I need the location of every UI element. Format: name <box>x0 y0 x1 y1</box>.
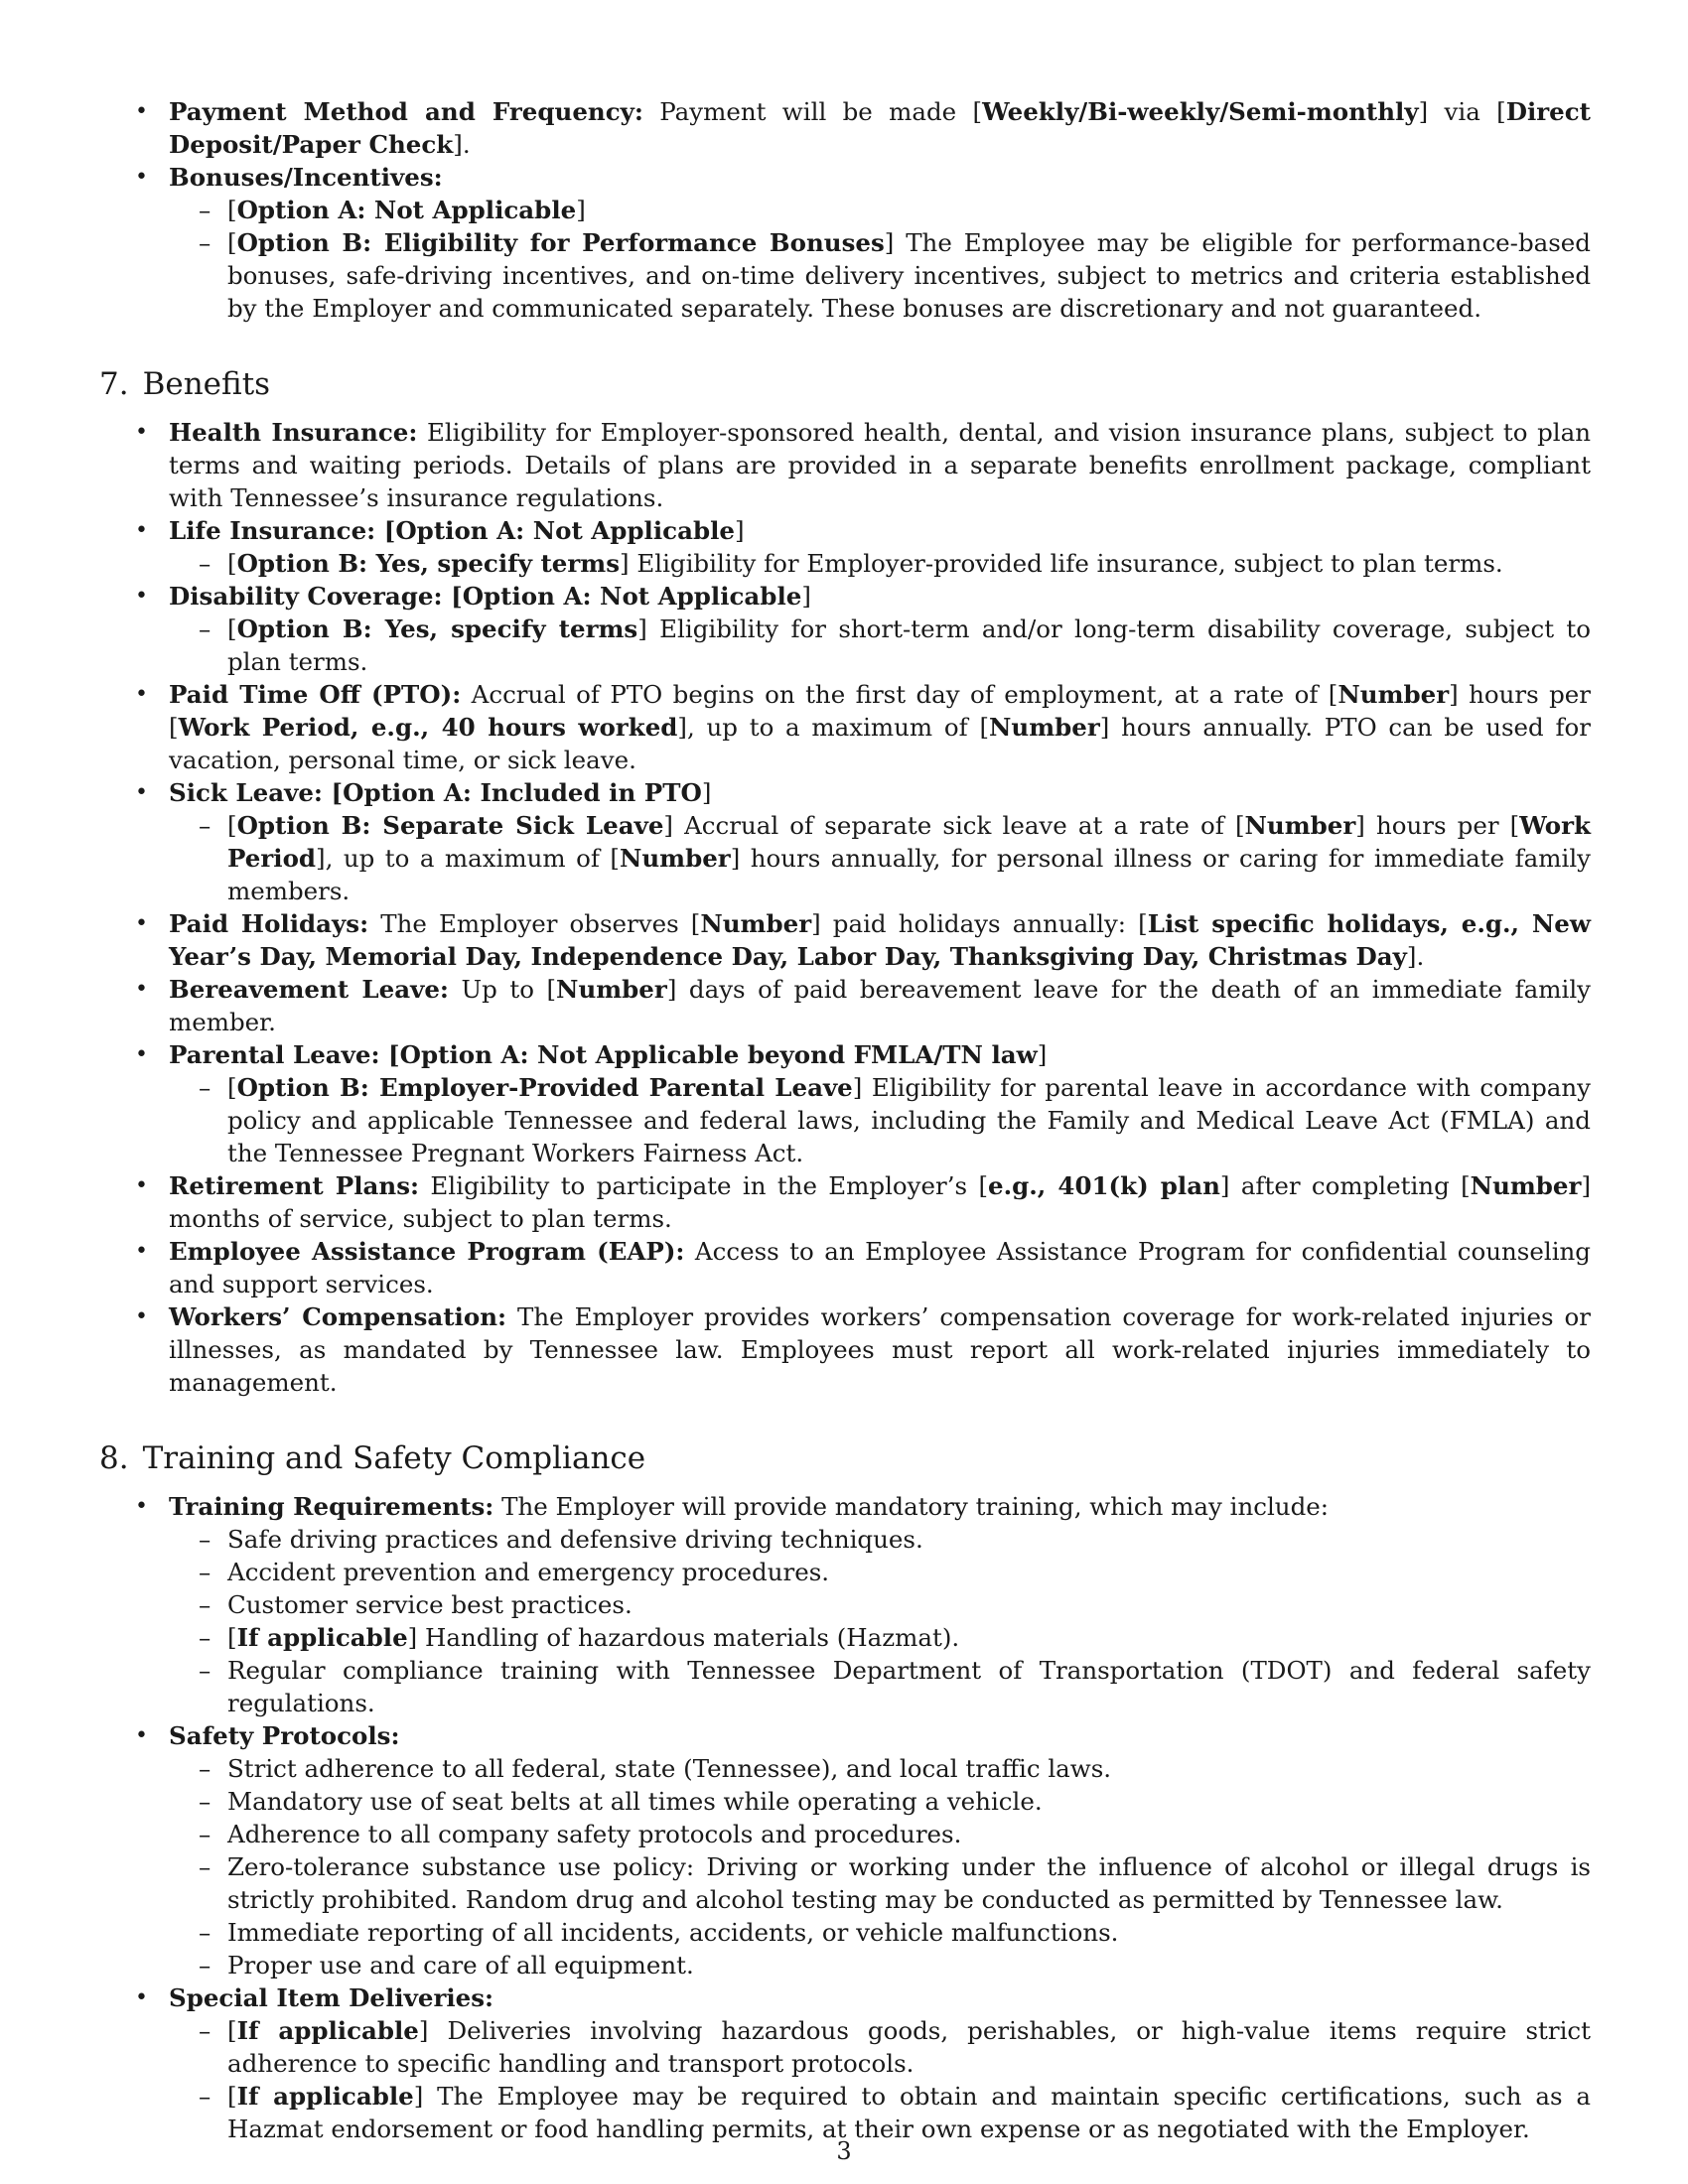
placeholder: e.g., 401(k) plan <box>988 1171 1220 1200</box>
option-label: Option A: Not Applicable <box>236 196 577 224</box>
text: Access to an Employee Assistance Program for confidential counseling and support services. <box>169 1237 1591 1298</box>
life-options <box>169 547 1591 580</box>
list-item-retirement <box>99 1169 1591 1235</box>
text: The Employer provides workers’ compensation coverage for work-related injuries or illnesses, as mandated by Tennessee law. Employees must report all work-related injuries immediately to management. <box>169 1302 1592 1397</box>
item-label: Disability Coverage: [ <box>169 582 463 611</box>
text: ] paid holidays annually: [ <box>811 909 1148 938</box>
disability-options <box>169 613 1591 678</box>
text: ] Eligibility for parental leave in accordance with company policy and applicable Tennessee and federal laws, including the Family and Medical Leave Act (FMLA) and the Tennessee Pregnant Workers Fairness Act. <box>227 1073 1592 1167</box>
item-label: Parental Leave: [ <box>169 1040 400 1069</box>
list-item: – [If applicable] Deliveries involving hazardous goods, perishables, or high-value items require strict adherence to specific handling and transport protocols. <box>169 2014 1591 2080</box>
text: ] hours per [ <box>169 680 1591 742</box>
placeholder: If applicable <box>236 2082 414 2111</box>
text: ] days of paid bereavement leave for the death of an immediate family member. <box>169 975 1591 1036</box>
bonuses-options <box>169 194 1591 325</box>
list-item-bereavement <box>99 973 1591 1038</box>
list-item-hazmat: – [If applicable] Handling of hazardous materials (Hazmat). <box>169 1621 1591 1654</box>
placeholder: Number <box>1337 680 1450 709</box>
list-item-special-deliveries <box>99 1981 1591 2145</box>
item-label: Paid Time Off (PTO): <box>169 680 462 709</box>
list-item: – Zero-tolerance substance use policy: Driving or working under the influence of alcohol or illegal drugs is strictly prohibited. Random drug and alcohol testing may be conducted as permitted by Tennessee law. <box>169 1850 1591 1916</box>
item-label: Safety Protocols: <box>169 1721 400 1750</box>
safety-items <box>169 1752 1591 1981</box>
list-item-payment <box>99 95 1591 161</box>
item-label: Sick Leave: [ <box>169 778 344 807</box>
option-a: – [Option A: Not Applicable] <box>169 194 1591 226</box>
list-item: – Safe driving practices and defensive driving techniques. <box>169 1523 1591 1556</box>
training-list <box>99 1490 1591 2145</box>
option-label: Option B: Yes, specify terms <box>236 614 638 643</box>
list-item-training <box>99 1490 1591 1719</box>
training-items <box>169 1523 1591 1719</box>
item-label: Life Insurance: [ <box>169 516 396 545</box>
option-label: Option A: Not Applicable beyond FMLA/TN law <box>399 1040 1038 1069</box>
text: Eligibility to participate in the Employer’s [ <box>419 1171 988 1200</box>
section-heading-8 <box>99 1438 1591 1478</box>
text: ] hours annually, for personal illness or caring for immediate family members. <box>227 844 1592 905</box>
list-item-disability: • Disability Coverage: [Option A: Not Applicable] – [Option B: Yes, specify terms] Eligibility for short-term and/or long-term disability coverage, subject to plan terms. <box>99 580 1591 678</box>
option-label: Option A: Not Applicable <box>395 516 735 545</box>
item-label: Workers’ Compensation: <box>169 1302 507 1331</box>
list-item: – Regular compliance training with Tennessee Department of Transportation (TDOT) and federal safety regulations. <box>169 1654 1591 1719</box>
text: ] Deliveries involving hazardous goods, perishables, or high-value items require strict adherence to specific handling and transport protocols. <box>227 2016 1591 2078</box>
parental-options <box>169 1071 1591 1169</box>
placeholder: Weekly/Bi-weekly/Semi-monthly <box>982 97 1419 126</box>
list-item: – Adherence to all company safety protocols and procedures. <box>169 1818 1591 1850</box>
list-item: – Customer service best practices. <box>169 1588 1591 1621</box>
list-item: – Immediate reporting of all incidents, accidents, or vehicle malfunctions. <box>169 1916 1591 1949</box>
placeholder: If applicable <box>236 2016 419 2045</box>
option-b: – [Option B: Yes, specify terms] Eligibility for Employer-provided life insurance, subject to plan terms. <box>169 547 1591 580</box>
text: ]. <box>1406 942 1425 971</box>
item-label: Training Requirements: <box>169 1492 494 1521</box>
option-label: Option B: Separate Sick Leave <box>236 811 664 840</box>
section-title: Training and Safety Compliance <box>142 1440 646 1476</box>
text: Accrual of PTO begins on the first day of employment, at a rate of [ <box>461 680 1338 709</box>
list-item-health <box>99 416 1591 514</box>
text: ] hours annually. PTO can be used for vacation, personal time, or sick leave. <box>169 713 1592 774</box>
list-item-safety <box>99 1719 1591 1981</box>
item-label: Retirement Plans: <box>169 1171 420 1200</box>
placeholder: List specific holidays, e.g., New Year’s Day, Memorial Day, Independence Day, Labor Day, Thanksgiving Day, Christmas Day <box>169 909 1591 971</box>
list-item-life: • Life Insurance: [Option A: Not Applicable] – [Option B: Yes, specify terms] Eligibility for Employer-provided life insurance, subject to plan terms. <box>99 514 1591 580</box>
option-label: Option B: Eligibility for Performance Bonuses <box>236 228 885 257</box>
item-label: Paid Holidays: <box>169 909 369 938</box>
section-number: 7. <box>99 366 129 402</box>
text: ] The Employee may be required to obtain and maintain specific certifications, such as a Hazmat endorsement or food handling permits, at their own expense or as negotiated with the Employer. <box>227 2082 1591 2143</box>
option-label: Option B: Employer-Provided Parental Leave <box>236 1073 853 1102</box>
text: Eligibility for Employer-sponsored health, dental, and vision insurance plans, subject to plan terms and waiting periods. Details of plans are provided in a separate benefits enrollment package, compliant with Tennessee’s insurance regulations. <box>169 418 1591 512</box>
list-item-bonuses <box>99 161 1591 325</box>
list-item-sick-leave: • Sick Leave: [Option A: Included in PTO] – [Option B: Separate Sick Leave] Accrual of separate sick leave at a rate of [Number] hours per [Work Period], up to a maximum of [Number] hours annually, for personal illness or caring for immediate family members. <box>99 776 1591 907</box>
item-label: Bereavement Leave: <box>169 975 449 1004</box>
text: ]. <box>453 130 471 159</box>
placeholder: Number <box>1244 811 1356 840</box>
special-items <box>169 2014 1591 2145</box>
item-label: Employee Assistance Program (EAP): <box>169 1237 685 1266</box>
text: ] Accrual of separate sick leave at a rate of [ <box>663 811 1245 840</box>
list-item-pto <box>99 678 1591 776</box>
text: ], up to a maximum of [ <box>677 713 990 742</box>
placeholder: Number <box>989 713 1100 742</box>
list-item-holidays <box>99 907 1591 973</box>
text: ] Eligibility for short-term and/or long-term disability coverage, subject to plan terms. <box>227 614 1591 676</box>
text: Up to [ <box>448 975 557 1004</box>
placeholder: If applicable <box>236 1623 408 1652</box>
placeholder: Number <box>556 975 667 1004</box>
placeholder: Number <box>700 909 812 938</box>
text: ] Handling of hazardous materials (Hazmat). <box>407 1623 960 1652</box>
text: The Employer will provide mandatory training, which may include: <box>493 1492 1330 1521</box>
placeholder: Number <box>619 844 731 873</box>
page-number: 3 <box>836 2137 852 2165</box>
list-item: – Strict adherence to all federal, state (Tennessee), and local traffic laws. <box>169 1752 1591 1785</box>
text: ] hours per [ <box>1355 811 1520 840</box>
option-label: Option A: Included in PTO <box>343 778 702 807</box>
text: ] The Employee may be eligible for performance-based bonuses, safe-driving incentives, and on-time delivery incentives, subject to metrics and criteria established by the Employer and communicated separately. These bonuses are discretionary and not guaranteed. <box>227 228 1591 323</box>
document-page <box>99 95 1591 2145</box>
section-number: 8. <box>99 1440 129 1476</box>
section-heading-7 <box>99 364 1591 404</box>
option-b: – [Option B: Employer-Provided Parental Leave] Eligibility for parental leave in accordance with company policy and applicable Tennessee and federal laws, including the Family and Medical Leave Act (FMLA) and the Tennessee Pregnant Workers Fairness Act. <box>169 1071 1591 1169</box>
text: ], up to a maximum of [ <box>316 844 620 873</box>
compensation-list <box>99 95 1591 325</box>
placeholder: Work Period <box>227 811 1591 873</box>
payment-label: Payment Method and Frequency: <box>169 97 643 126</box>
option-b: – [Option B: Yes, specify terms] Eligibility for short-term and/or long-term disability coverage, subject to plan terms. <box>169 613 1591 678</box>
text: ] after completing [ <box>1219 1171 1471 1200</box>
list-item: – Mandatory use of seat belts at all times while operating a vehicle. <box>169 1785 1591 1818</box>
list-item: – [If applicable] The Employee may be required to obtain and maintain specific certifications, such as a Hazmat endorsement or food handling permits, at their own expense or as negotiated with the Employer. <box>169 2080 1591 2145</box>
list-item: – Proper use and care of all equipment. <box>169 1949 1591 1981</box>
list-item: – Accident prevention and emergency procedures. <box>169 1556 1591 1588</box>
placeholder: Work Period, e.g., 40 hours worked <box>178 713 678 742</box>
option-b: – [Option B: Separate Sick Leave] Accrual of separate sick leave at a rate of [Number] hours per [Work Period], up to a maximum of [Number] hours annually, for personal illness or caring for immediate family members. <box>169 809 1591 907</box>
option-label: Option A: Not Applicable <box>462 582 802 611</box>
text: ] via [ <box>1418 97 1506 126</box>
section-title: Benefits <box>142 366 271 402</box>
item-label: Special Item Deliveries: <box>169 1983 494 2012</box>
option-b: – [Option B: Eligibility for Performance Bonuses] The Employee may be eligible for performance-based bonuses, safe-driving incentives, and on-time delivery incentives, subject to metrics and criteria established by the Employer and communicated separately. These bonuses are discretionary and not guaranteed. <box>169 226 1591 325</box>
placeholder: Number <box>1470 1171 1582 1200</box>
benefits-list <box>99 416 1591 1399</box>
list-item-eap <box>99 1235 1591 1300</box>
item-label: Health Insurance: <box>169 418 418 447</box>
option-label: Option B: Yes, specify terms <box>236 549 620 578</box>
bonuses-label: Bonuses/Incentives: <box>169 163 443 192</box>
placeholder: Direct Deposit/Paper Check <box>169 97 1592 159</box>
text: Payment will be made [ <box>642 97 983 126</box>
list-item-workers-comp <box>99 1300 1591 1399</box>
text: The Employer observes [ <box>368 909 701 938</box>
text: ] months of service, subject to plan terms. <box>169 1171 1591 1233</box>
list-item-parental: • Parental Leave: [Option A: Not Applicable beyond FMLA/TN law] – [Option B: Employer-Provided Parental Leave] Eligibility for parental leave in accordance with company policy and applicable Tennessee and federal laws, including the Family and Medical Leave Act (FMLA) and the Tennessee Pregnant Workers Fairness Act. <box>99 1038 1591 1169</box>
sick-options <box>169 809 1591 907</box>
text: ] Eligibility for Employer-provided life insurance, subject to plan terms. <box>620 549 1503 578</box>
